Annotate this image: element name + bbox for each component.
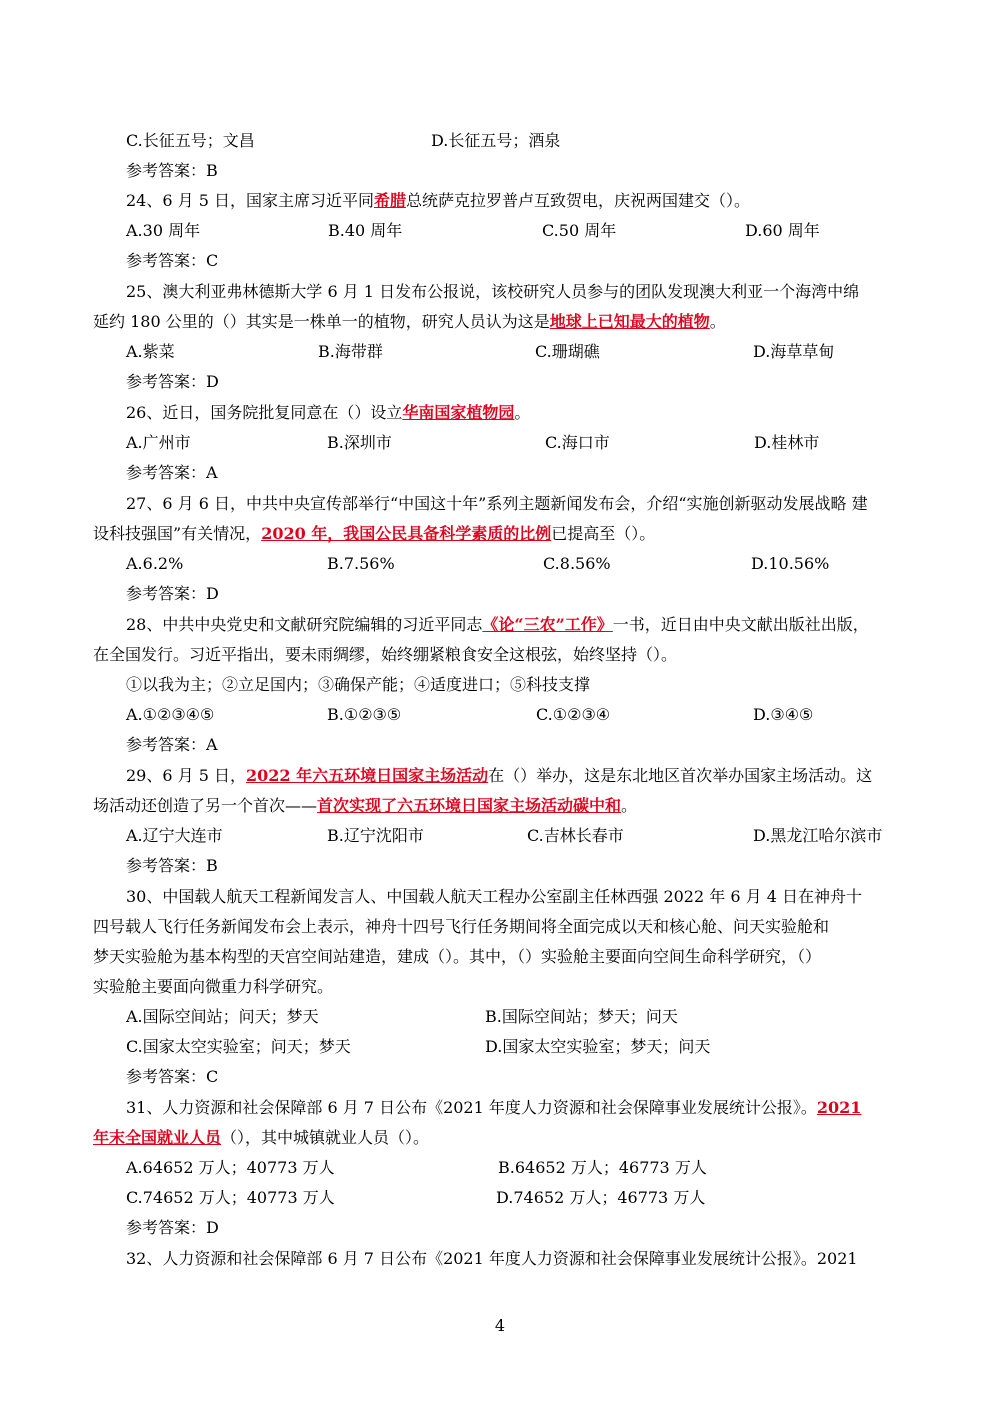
option-b: B.深圳市: [327, 433, 392, 452]
option-d: D.③④⑤: [753, 705, 814, 724]
option-a: A.30 周年: [126, 221, 201, 240]
option-a: A.①②③④⑤: [126, 705, 215, 724]
q28-stem-line1: 28、中共中央党史和文献研究院编辑的习近平同志《论“三农”工作》一书，近日由中央文献出版社出版，: [126, 615, 869, 634]
q25-answer: 参考答案：D: [126, 372, 219, 391]
q31-stem-line2: 年末全国就业人员（），其中城镇就业人员（）。: [93, 1128, 430, 1147]
q31-highlight-2: 年末全国就业人员: [93, 1128, 222, 1147]
option-a: A.6.2%: [126, 554, 184, 573]
option-a: A.广州市: [126, 433, 191, 452]
q29-stem-line1: 29、6 月 5 日，2022 年六五环境日国家主场活动在（）举办，这是东北地区首次举办国家主场活动。这: [126, 766, 873, 785]
q29-answer: 参考答案：B: [126, 856, 218, 875]
option-b: B.40 周年: [328, 221, 403, 240]
option-a: A.紫菜: [126, 342, 175, 361]
q24-highlight: 希腊: [373, 191, 406, 210]
q31-stem-line1: 31、人力资源和社会保障部 6 月 7 日公布《2021 年度人力资源和社会保障事业发展统计公报》。2021: [126, 1098, 862, 1117]
q23-answer: 参考答案：B: [126, 161, 218, 180]
q25-stem-line2: 延约 180 公里的（）其实是一株单一的植物，研究人员认为这是地球上已知最大的植物。: [93, 312, 726, 331]
page-number: 4: [494, 1316, 506, 1335]
q29-highlight-1: 2022 年六五环境日国家主场活动: [245, 766, 489, 785]
option-a: A.国际空间站；问天；梦天: [126, 1007, 319, 1026]
option-d: D.黑龙江哈尔滨市: [753, 826, 883, 845]
option-d: D.74652 万人；46773 万人: [496, 1188, 706, 1207]
option-c: C.①②③④: [536, 705, 611, 724]
q30-stem-line3: 梦天实验舱为基本构型的天宫空间站建造，建成（）。其中，（）实验舱主要面向空间生命科学研究，（）: [93, 947, 822, 966]
q27-stem-line2: 设科技强国”有关情况，2020 年，我国公民具备科学素质的比例已提高至（）。: [93, 524, 656, 543]
q26-highlight: 华南国家植物园: [402, 403, 515, 422]
option-d: D.海草草甸: [753, 342, 835, 361]
q27-highlight: 2020 年，我国公民具备科学素质的比例: [261, 524, 552, 543]
option-c: C.50 周年: [542, 221, 617, 240]
option-a: A.辽宁大连市: [126, 826, 223, 845]
q27-stem-line1: 27、6 月 6 日，中共中央宣传部举行“中国这十年”系列主题新闻发布会，介绍“实施创新驱动发展战略 建: [126, 494, 868, 513]
option-b: B.国际空间站；梦天；问天: [485, 1007, 678, 1026]
q31-highlight-1: 2021: [816, 1098, 862, 1117]
q31-answer: 参考答案：D: [126, 1218, 219, 1237]
q30-stem-line1: 30、中国载人航天工程新闻发言人、中国载人航天工程办公室副主任林西强 2022 年 6 月 4 日在神舟十: [126, 887, 862, 906]
option-d: D.10.56%: [751, 554, 830, 573]
option-c: C.海口市: [545, 433, 610, 452]
option-d: D.桂林市: [754, 433, 820, 452]
option-c: C.珊瑚礁: [535, 342, 600, 361]
option-b: B.①②③⑤: [327, 705, 402, 724]
option-c: C.8.56%: [543, 554, 611, 573]
q28-stem-line3: ①以我为主；②立足国内；③确保产能；④适度进口；⑤科技支撑: [126, 675, 591, 694]
option-d: D.60 周年: [745, 221, 820, 240]
q29-highlight-2: 首次实现了六五环境日国家主场活动碳中和: [317, 796, 622, 815]
option-d: D.国家太空实验室；梦天；问天: [485, 1037, 711, 1056]
option-b: B.辽宁沈阳市: [327, 826, 424, 845]
option-c: C.国家太空实验室；问天；梦天: [126, 1037, 351, 1056]
q30-stem-line4: 实验舱主要面向微重力科学研究。: [93, 977, 334, 996]
option-c: C.74652 万人；40773 万人: [126, 1188, 335, 1207]
option-b: B.64652 万人；46773 万人: [498, 1158, 707, 1177]
q25-stem-line1: 25、澳大利亚弗林德斯大学 6 月 1 日发布公报说，该校研究人员参与的团队发现澳大利亚一个海湾中绵: [126, 282, 860, 301]
option-b: B.7.56%: [327, 554, 395, 573]
q24-stem: 24、6 月 5 日，国家主席习近平同希腊总统萨克拉罗普卢互致贺电，庆祝两国建交（）。: [126, 191, 751, 210]
option-d: D.长征五号；酒泉: [431, 131, 561, 150]
q25-highlight: 地球上已知最大的植物: [549, 312, 710, 331]
q28-highlight: 《论“三农”工作》: [482, 615, 613, 634]
q29-stem-line2: 场活动还创造了另一个首次——首次实现了六五环境日国家主场活动碳中和。: [93, 796, 638, 815]
option-c: C.长征五号；文昌: [126, 131, 255, 150]
q26-answer: 参考答案：A: [126, 463, 218, 482]
option-c: C.吉林长春市: [527, 826, 624, 845]
q28-stem-line2: 在全国发行。习近平指出，要未雨绸缪，始终绷紧粮食安全这根弦，始终坚持（）。: [93, 645, 678, 664]
option-b: B.海带群: [318, 342, 383, 361]
q28-answer: 参考答案：A: [126, 735, 218, 754]
q30-answer: 参考答案：C: [126, 1067, 219, 1086]
q24-answer: 参考答案：C: [126, 251, 219, 270]
q26-stem: 26、近日，国务院批复同意在（）设立华南国家植物园。: [126, 403, 531, 422]
option-a: A.64652 万人；40773 万人: [126, 1158, 335, 1177]
q30-stem-line2: 四号载人飞行任务新闻发布会上表示，神舟十四号飞行任务期间将全面完成以天和核心舱、问天实验舱和: [93, 917, 830, 936]
q27-answer: 参考答案：D: [126, 584, 219, 603]
q32-stem-line1: 32、人力资源和社会保障部 6 月 7 日公布《2021 年度人力资源和社会保障事业发展统计公报》。2021: [126, 1249, 858, 1268]
